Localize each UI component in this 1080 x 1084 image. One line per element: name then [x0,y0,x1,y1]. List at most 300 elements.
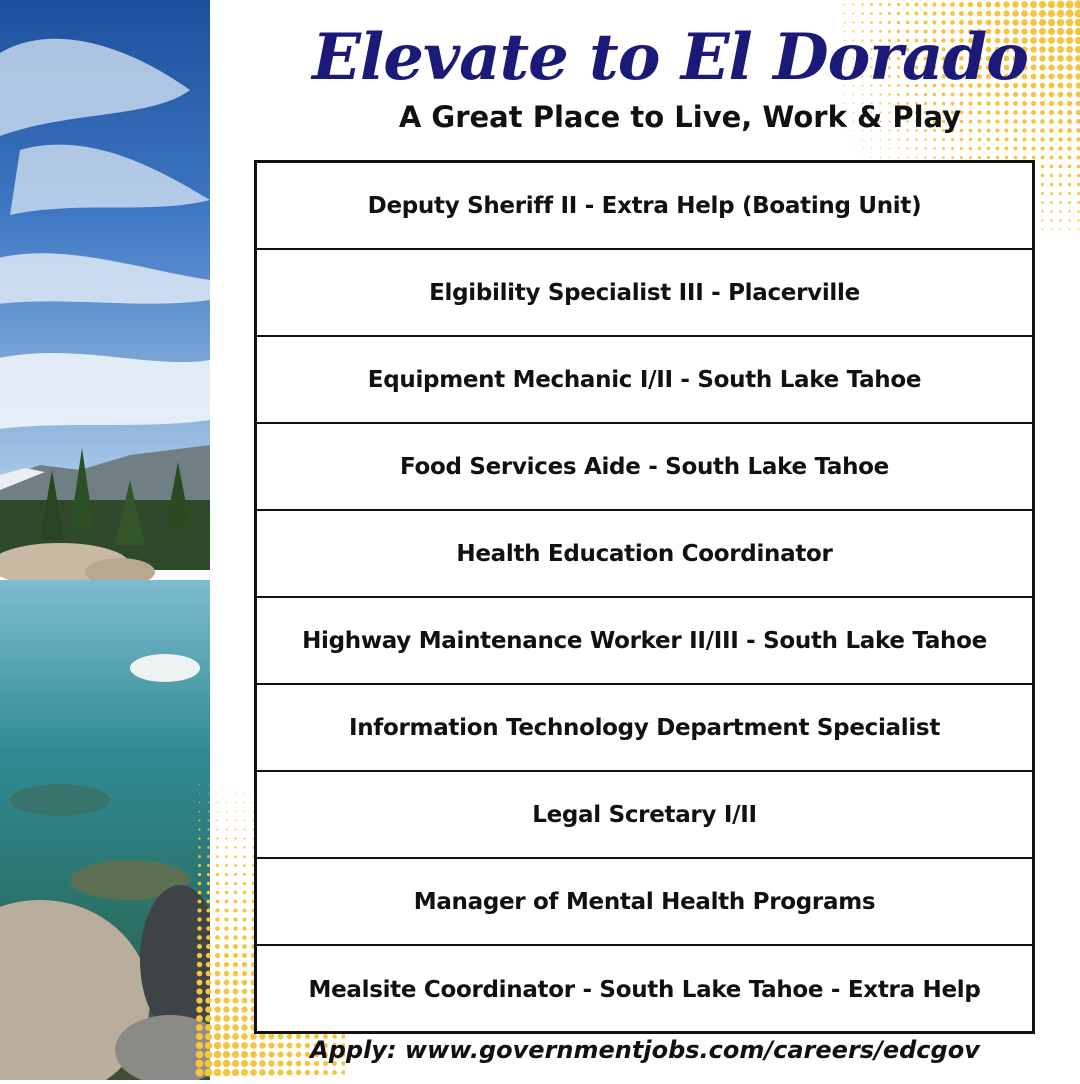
halftone-dot [1068,219,1070,221]
halftone-dot [1039,73,1045,79]
halftone-dot [924,138,927,141]
halftone-dot [196,988,202,994]
halftone-dot [214,1069,222,1077]
halftone-dot [204,1068,212,1076]
halftone-dot [223,1069,231,1077]
halftone-dot [196,1024,203,1031]
halftone-dot [207,864,210,867]
halftone-dot [224,971,230,977]
halftone-dot [924,147,926,149]
halftone-dot [206,971,212,977]
halftone-dot [215,980,221,986]
halftone-dot [225,864,228,867]
halftone-dot [996,156,999,159]
halftone-dot [217,811,219,813]
halftone-dot [1050,165,1054,169]
halftone-dot [217,784,218,785]
halftone-dot [277,1042,283,1048]
halftone-dot [250,1033,257,1040]
job-row[interactable] [257,859,1032,946]
halftone-dot [1042,229,1044,230]
job-title: Deputy Sheriff II - Extra Help (Boating Unit) [367,192,922,219]
halftone-dot [1057,28,1064,35]
halftone-dot [287,1043,293,1049]
halftone-dot [216,900,220,904]
halftone-dot [232,1006,238,1012]
halftone-dot [1075,19,1080,27]
halftone-dot [233,944,238,949]
halftone-dot [1013,137,1017,141]
halftone-dot [206,935,211,940]
halftone-dot [224,980,230,986]
halftone-dot [1049,83,1055,89]
job-row[interactable] [257,685,1032,772]
halftone-dot [1060,229,1062,230]
halftone-dot [1068,201,1071,204]
halftone-dot [1074,9,1080,17]
halftone-dot [232,1033,239,1040]
halftone-dot [959,11,964,16]
halftone-dot [1078,229,1080,230]
halftone-dot [287,1034,293,1040]
halftone-dot [205,988,211,994]
halftone-dot [862,157,863,158]
job-row[interactable] [257,424,1032,511]
halftone-dot [1075,28,1080,36]
halftone-dot [314,1070,319,1075]
halftone-dot [1067,146,1071,150]
halftone-dot [244,829,246,831]
halftone-dot [1021,1,1028,8]
halftone-dot [862,148,863,149]
halftone-dot [206,953,211,958]
halftone-dot [1067,119,1072,124]
halftone-dot [268,1042,274,1048]
halftone-dot [196,1033,203,1040]
job-title: Information Technology Department Specialist [348,714,941,741]
halftone-dot [1003,1,1009,7]
job-row[interactable] [257,946,1032,1033]
halftone-dot [1075,55,1080,62]
halftone-dot [206,944,211,949]
halftone-dot [241,1015,247,1021]
halftone-dot [224,962,229,967]
halftone-dot [235,784,236,785]
halftone-dot [223,988,229,994]
halftone-dot [208,784,209,785]
halftone-dot [208,820,210,822]
halftone-dot [968,2,973,7]
halftone-dot [1040,83,1046,89]
halftone-dot [214,988,220,994]
halftone-dot [223,1051,230,1058]
job-row[interactable] [257,250,1032,337]
halftone-dot [1074,0,1080,8]
halftone-dot [1040,92,1046,98]
halftone-dot [232,1024,239,1031]
halftone-dot [1041,210,1043,212]
halftone-dot [205,997,211,1003]
halftone-dot [243,855,246,858]
halftone-dot [906,3,910,7]
halftone-dot [897,12,900,15]
halftone-dot [244,793,245,794]
halftone-dot [216,891,220,895]
halftone-dot [1067,137,1071,141]
halftone-dot [226,829,228,831]
halftone-dot [978,156,981,159]
halftone-dot [1066,10,1074,18]
halftone-dot [1023,147,1027,151]
halftone-dot [1066,37,1073,44]
halftone-dot [232,1042,239,1049]
halftone-dot [259,1051,266,1058]
halftone-dot [870,3,873,6]
halftone-dot [224,908,228,912]
halftone-dot [241,1006,247,1012]
halftone-dot [951,138,954,141]
halftone-dot [888,3,891,6]
halftone-dot [224,926,228,930]
halftone-dot [242,926,246,930]
halftone-dot [305,1070,311,1076]
halftone-dot [215,971,221,977]
halftone-dot [241,1060,248,1067]
halftone-dot [223,1042,230,1049]
halftone-dot [196,997,202,1003]
job-title: Health Education Coordinator [456,540,833,567]
halftone-dot [1048,64,1054,70]
halftone-dot [978,138,982,142]
halftone-dot [223,1060,230,1067]
halftone-dot [1059,183,1062,186]
halftone-dot [1068,165,1072,169]
halftone-dot [1050,201,1053,204]
halftone-dot [1075,73,1080,79]
halftone-dot [960,156,963,159]
halftone-dot [1050,183,1053,186]
halftone-dot [244,811,245,812]
halftone-dot [1023,156,1027,160]
halftone-dot [1012,10,1019,17]
halftone-dot [996,147,1000,151]
halftone-dot [215,926,220,931]
lake-tahoe-photo [0,0,210,1080]
halftone-dot [223,1033,230,1040]
halftone-dot [933,147,936,150]
halftone-dot [861,3,863,5]
halftone-dot [206,926,211,931]
halftone-dot [205,1060,213,1068]
halftone-dot [233,989,239,995]
halftone-dot [951,156,954,159]
halftone-dot [879,3,882,6]
halftone-dot [233,926,237,930]
halftone-dot [207,900,211,904]
halftone-dot [1059,201,1062,204]
halftone-dot [861,12,863,14]
halftone-dot [950,2,955,7]
job-row[interactable] [257,163,1032,250]
halftone-dot [268,1051,274,1057]
halftone-dot [197,935,202,940]
halftone-dot [1059,210,1061,212]
halftone-dot [987,156,990,159]
halftone-dot [242,980,248,986]
halftone-dot [1067,101,1072,106]
halftone-dot [215,935,220,940]
halftone-dot [196,1015,203,1022]
halftone-dot [1059,192,1062,195]
halftone-dot [1068,174,1071,177]
job-title: Equipment Mechanic I/II - South Lake Tahoe [367,366,922,393]
halftone-dot [243,909,247,913]
halftone-dot [1048,1,1056,9]
halftone-dot [287,1061,293,1067]
halftone-dot [1049,146,1053,150]
halftone-dot [215,944,220,949]
halftone-dot [233,953,238,958]
halftone-dot [1041,165,1045,169]
halftone-dot [941,2,946,7]
halftone-dot [197,917,201,921]
halftone-dot [942,156,945,159]
halftone-dot [1068,156,1072,160]
halftone-dot [1059,174,1062,177]
halftone-dot [1049,137,1053,141]
halftone-dot [224,953,229,958]
halftone-dot [933,156,935,158]
halftone-dot [852,12,854,14]
halftone-dot [198,828,200,830]
halftone-dot [232,1069,239,1076]
halftone-dot [198,864,201,867]
halftone-dot [242,971,247,976]
halftone-dot [332,1070,337,1075]
halftone-dot [225,873,228,876]
halftone-dot [1057,55,1064,62]
halftone-dot [950,11,955,16]
halftone-dot [242,935,247,940]
halftone-dot [207,882,210,885]
halftone-dot [906,138,908,140]
halftone-dot [923,11,927,15]
halftone-dot [197,944,202,949]
halftone-dot [1066,64,1072,70]
halftone-dot [1040,146,1044,150]
halftone-dot [225,846,227,848]
job-row[interactable] [257,337,1032,424]
halftone-dot [1066,19,1074,27]
halftone-dot [1069,229,1071,230]
halftone-dot [250,1042,257,1049]
halftone-dot [1039,64,1045,70]
halftone-dot [216,837,218,839]
halftone-dot [198,900,202,904]
halftone-dot [198,837,200,839]
halftone-dot [1050,156,1054,160]
halftone-dot [287,1070,293,1076]
halftone-dot [1057,37,1064,44]
halftone-dot [1068,192,1071,195]
halftone-dot [889,148,891,150]
halftone-dot [1076,128,1080,133]
halftone-dot [233,962,238,967]
halftone-dot [214,1024,221,1031]
halftone-dot [207,846,209,848]
job-row[interactable] [257,598,1032,685]
halftone-dot [195,1068,203,1076]
halftone-dot [216,873,219,876]
halftone-dot [206,962,211,967]
halftone-dot [1049,92,1055,98]
halftone-dot [241,997,247,1003]
halftone-dot [223,1015,230,1022]
job-title: Mealsite Coordinator - South Lake Tahoe - Extra Help [308,976,981,1003]
halftone-dot [198,891,202,895]
halftone-dot [225,891,229,895]
halftone-dot [216,882,219,885]
halftone-dot [205,1015,212,1022]
halftone-dot [1076,101,1080,107]
halftone-dot [208,802,209,803]
halftone-dot [1014,147,1018,151]
halftone-dot [1022,137,1026,141]
halftone-dot [870,12,873,15]
halftone-dot [234,855,237,858]
halftone-dot [906,147,908,149]
halftone-dot [924,156,926,158]
halftone-dot [1068,210,1070,212]
halftone-dot [959,2,964,7]
job-row[interactable] [257,772,1032,859]
halftone-dot [197,926,202,931]
halftone-dot [215,962,220,967]
halftone-dot [214,997,220,1003]
halftone-dot [1031,137,1035,141]
halftone-dot [232,1051,239,1058]
halftone-dot [1048,37,1055,44]
job-row[interactable] [257,511,1032,598]
halftone-dot [232,1015,239,1022]
halftone-dot [197,953,202,958]
halftone-dot [323,1070,328,1075]
halftone-dot [1075,82,1080,88]
halftone-dot [978,147,981,150]
halftone-dot [234,882,237,885]
halftone-dot [216,864,219,867]
halftone-dot [207,855,210,858]
halftone-dot [268,1060,274,1066]
halftone-dot [987,138,991,142]
halftone-dot [243,846,245,848]
halftone-dot [1077,201,1080,204]
halftone-dot [197,908,201,912]
halftone-dot [217,802,218,803]
headline: Elevate to El Dorado [312,20,1028,95]
halftone-dot [1050,219,1052,221]
halftone-dot [1057,64,1063,70]
halftone-dot [223,1006,229,1012]
halftone-dot [214,1042,221,1049]
halftone-dot [1005,147,1009,151]
halftone-dot [960,147,963,150]
halftone-dot [243,873,246,876]
halftone-dot [226,811,228,813]
halftone-dot [862,139,863,140]
halftone-dot [233,917,237,921]
halftone-dot [942,138,945,141]
halftone-dot [225,882,228,885]
halftone-dot [250,1069,257,1076]
halftone-dot [1041,174,1044,177]
halftone-dot [951,147,954,150]
halftone-dot [1039,10,1046,17]
job-title: Elgibility Specialist III - Placerville [429,279,860,306]
halftone-dot [216,855,219,858]
halftone-dot [214,1033,221,1040]
halftone-dot [1077,156,1080,160]
halftone-dot [1048,73,1054,79]
halftone-dot [259,1069,266,1076]
halftone-dot [879,12,882,15]
halftone-dot [223,1024,230,1031]
halftone-dot [199,811,201,813]
halftone-dot [932,2,936,6]
halftone-dot [242,962,247,967]
halftone-dot [1048,19,1055,26]
halftone-dot [199,784,200,785]
halftone-dot [205,1006,212,1013]
halftone-dot [1048,10,1056,18]
halftone-dot [1057,1,1065,9]
halftone-dot [214,1006,221,1013]
halftone-dot [1077,210,1079,212]
halftone-dot [198,873,201,876]
halftone-dot [994,1,1000,7]
halftone-dot [1014,156,1018,160]
halftone-dot [1076,137,1080,141]
halftone-dot [880,148,881,149]
halftone-dot [987,147,991,151]
halftone-dot [1059,219,1061,221]
halftone-dot [996,138,1000,142]
halftone-dot [871,139,872,140]
halftone-dot [277,1051,283,1057]
halftone-dot [1050,210,1052,212]
halftone-dot [1048,46,1055,53]
job-list-table [254,160,1035,1034]
halftone-dot [1068,183,1071,186]
apply-link[interactable]: Apply: www.governmentjobs.com/careers/edcgov [310,1036,980,1064]
halftone-dot [217,829,219,831]
halftone-dot [234,891,238,895]
halftone-dot [880,157,881,158]
halftone-dot [871,157,872,158]
halftone-dot [214,1060,222,1068]
halftone-dot [242,953,247,958]
halftone-dot [1057,46,1064,53]
halftone-dot [214,1015,221,1022]
halftone-dot [241,1033,248,1040]
halftone-dot [1066,55,1073,62]
halftone-dot [241,1024,248,1031]
halftone-dot [225,900,229,904]
halftone-dot [243,882,246,885]
halftone-dot [235,829,237,831]
halftone-dot [915,3,919,7]
halftone-dot [1066,28,1073,35]
